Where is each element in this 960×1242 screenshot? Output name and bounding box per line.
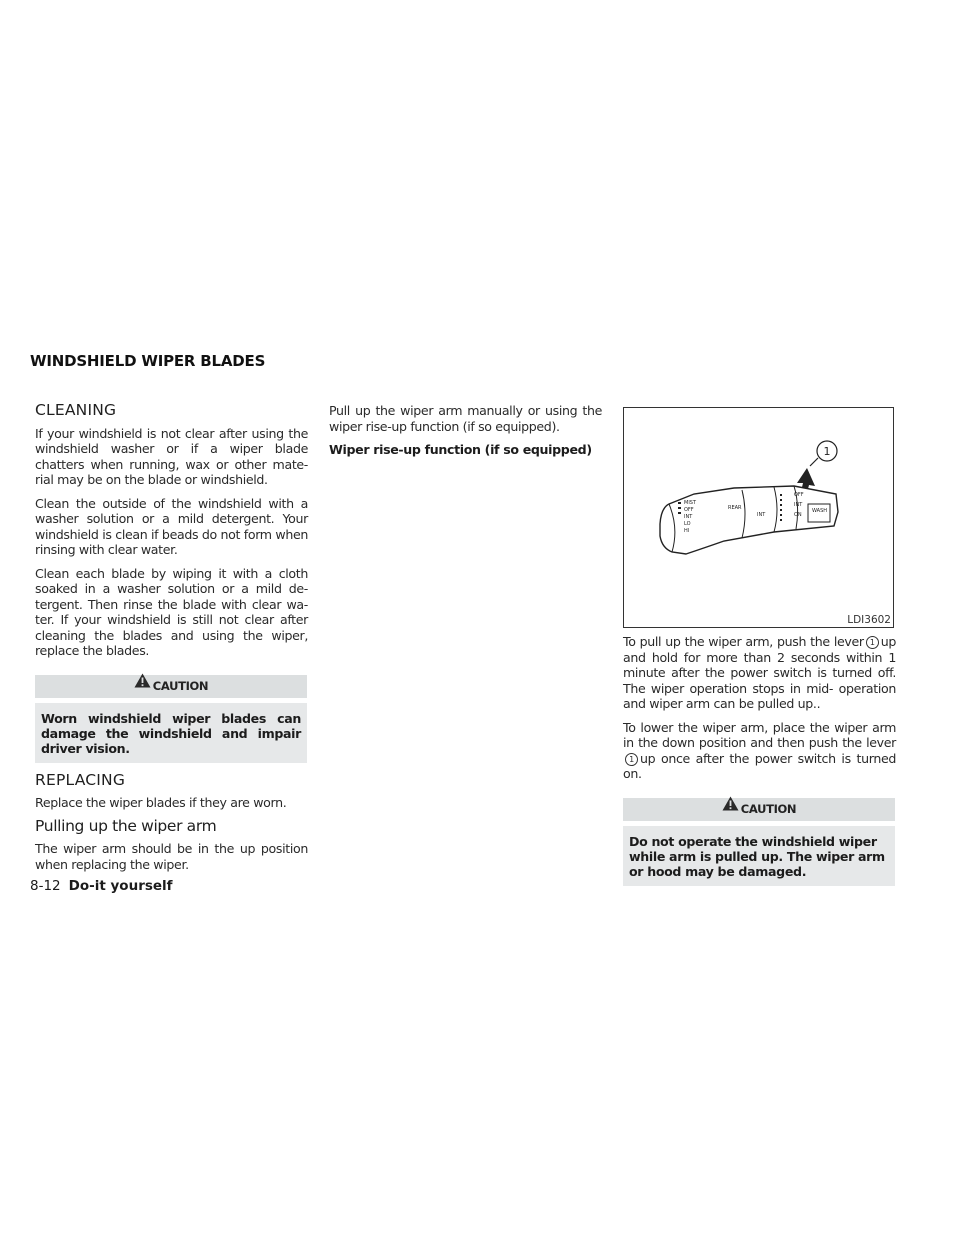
label-mist: MIST: [684, 500, 697, 506]
callout-1-icon: 1: [866, 636, 879, 649]
label-hi: HI: [684, 528, 690, 534]
page-footer: [30, 878, 173, 894]
caution-label-2: CAUTION: [740, 801, 797, 816]
cleaning-paragraph-1: If your windshield is not clear after using the windshield washer or if a wiper blade chatters when running, wax or other mate- rial may be on the blade or windshield.: [35, 425, 308, 487]
right-column: [623, 634, 896, 896]
label-lo: LO: [684, 521, 691, 527]
lower-paragraph: [623, 720, 896, 782]
lower-text-2: up once after the power switch is turned on.: [623, 750, 896, 781]
pulling-paragraph: The wiper arm should be in the up position when replacing the wiper.: [35, 841, 308, 872]
page-number: 8-12: [30, 878, 61, 894]
caution-label: CAUTION: [152, 678, 209, 693]
chapter-title: Do-it yourself: [68, 878, 173, 894]
caution-text: Worn windshield wiper blades can damage the windshield and impair driver vision.: [35, 703, 307, 763]
label-wash: WASH: [812, 508, 828, 514]
rise-up-intro: Pull up the wiper arm manually or using the wiper rise-up function (if so equipped).: [329, 403, 602, 434]
figure-id: LDI3602: [847, 614, 891, 626]
section-title: WINDSHIELD WIPER BLADES: [30, 352, 266, 370]
left-column: [35, 403, 308, 880]
callout-1-icon-2: 1: [625, 753, 638, 766]
label-off-2: OFF: [794, 492, 804, 498]
cleaning-heading: CLEANING: [35, 401, 117, 419]
label-on: ON: [794, 512, 802, 518]
caution-box: [35, 675, 307, 763]
caution-header-2: [623, 798, 895, 821]
label-int-3: INT: [794, 502, 803, 508]
cleaning-paragraph-3: Clean each blade by wiping it with a cloth soaked in a washer solution or a mild de- tergent. Then rinse the blade with clear wa- ter. If your windshield is still not clear after cleaning the blades and using the wiper, replace the blades.: [35, 565, 308, 658]
wiper-lever-figure: [623, 407, 894, 628]
caution-header: [35, 675, 307, 698]
pull-up-text-1: To pull up the wiper arm, push the lever: [623, 634, 864, 649]
wiper-lever-illustration: [624, 408, 893, 627]
warning-icon: [722, 796, 739, 819]
pulling-heading: Pulling up the wiper arm: [35, 816, 217, 835]
label-rear: REAR: [728, 505, 742, 511]
caution-text-2: Do not operate the windshield wiper while arm is pulled up. The wiper arm or hood may be damaged.: [623, 826, 895, 886]
lower-text-1: To lower the wiper arm, place the wiper arm in the down position and then push the lever: [623, 719, 896, 750]
pull-up-paragraph: [623, 634, 896, 712]
pull-up-text-2: up and hold for more than 2 seconds within 1 minute after the power switch is turned off. The wiper operation stops in mid- operation and wiper arm can be pulled up..: [623, 634, 896, 711]
warning-icon: [134, 673, 151, 696]
rise-up-subheading: Wiper rise-up function (if so equipped): [329, 442, 592, 457]
label-off: OFF: [684, 507, 694, 513]
middle-column: [329, 403, 602, 466]
callout-number: 1: [823, 445, 831, 458]
replacing-paragraph: Replace the wiper blades if they are worn.: [35, 795, 287, 810]
label-int-2: INT: [757, 512, 766, 518]
replacing-heading: REPLACING: [35, 770, 126, 789]
caution-box-2: [623, 798, 895, 886]
cleaning-paragraph-2: Clean the outside of the windshield with a washer solution or a mild detergent. Your windshield is clean if beads do not form when rinsing with clear water.: [35, 495, 308, 557]
label-int: INT: [684, 514, 693, 520]
